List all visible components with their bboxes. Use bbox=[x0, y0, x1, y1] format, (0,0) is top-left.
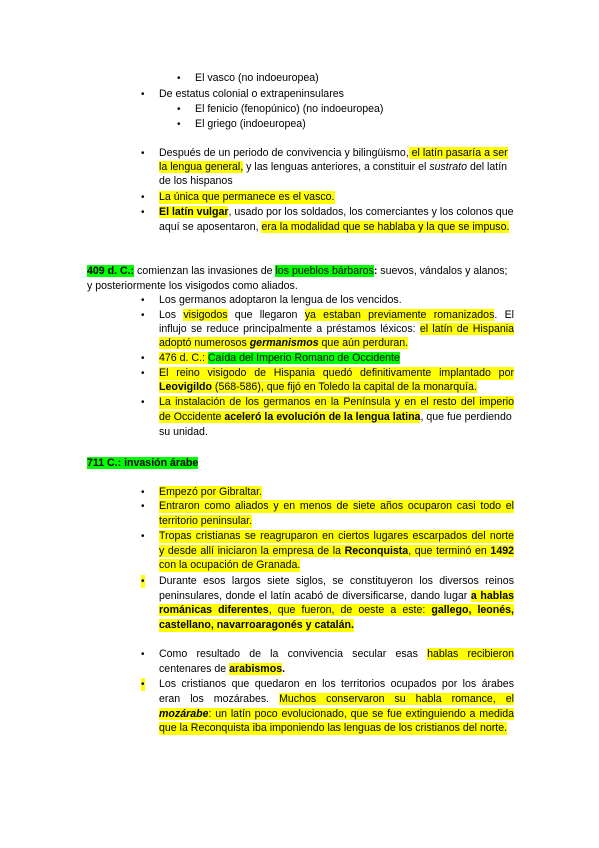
highlight: la lengua general, bbox=[159, 161, 244, 173]
highlight: castellano, navarroaragonés y catalán. bbox=[159, 619, 354, 631]
highlight: territorio peninsular. bbox=[159, 515, 253, 527]
text: Después de un periodo de convivencia y bilingüismo, bbox=[159, 147, 409, 159]
highlight: Entraron como aliados y en menos de siete años ocuparon casi todo el bbox=[159, 500, 514, 512]
date-highlight: 476 d. C. bbox=[159, 352, 202, 364]
bullet: • bbox=[141, 501, 145, 512]
highlight: La instalación de los germanos en la Península y en el resto del imperio bbox=[159, 396, 514, 408]
list-item-text bbox=[159, 337, 408, 350]
text: : bbox=[373, 265, 378, 277]
bullet: • bbox=[141, 368, 145, 379]
highlight-bold-italic: mozárabe bbox=[159, 708, 209, 720]
italic-text: sustrato bbox=[429, 161, 467, 173]
bullet: • bbox=[141, 295, 145, 306]
justified-line bbox=[159, 309, 514, 322]
date-highlight: 409 d. C.: bbox=[87, 265, 135, 277]
list-item-text: El fenicio (fenopúnico) (no indoeuropea) bbox=[195, 103, 384, 115]
highlight: adoptó numerosos bbox=[159, 337, 250, 349]
list-item-text bbox=[159, 500, 514, 513]
highlight: (568-586), que fijó en Toledo la capital de la monarquía. bbox=[211, 381, 477, 393]
highlight: 1492 bbox=[490, 545, 514, 557]
highlight: arabismos bbox=[229, 663, 283, 675]
list-item-text bbox=[159, 396, 514, 409]
list-item-text: El griego (indoeuropea) bbox=[195, 118, 306, 130]
highlight: gallego, leonés, bbox=[431, 604, 514, 616]
bullet: • bbox=[141, 89, 145, 100]
bullet: • bbox=[141, 531, 145, 542]
highlight: Muchos conservaron su habla romance, el bbox=[279, 693, 514, 705]
list-item-text bbox=[159, 648, 514, 661]
highlight: románicas diferentes bbox=[159, 604, 269, 616]
highlight: visigodos bbox=[183, 309, 228, 321]
text: aquí se aposentaron, bbox=[159, 221, 262, 233]
list-item-text bbox=[159, 678, 514, 691]
highlight: los pueblos bárbaros bbox=[275, 265, 374, 277]
heading-text bbox=[87, 457, 198, 470]
text: , usado por los soldados, los comerciantes y los colonos que bbox=[228, 206, 514, 218]
highlight: aceleró la evolución de la lengua latina bbox=[224, 411, 421, 423]
paragraph-text: y posteriormente los visigodos como aliados. bbox=[87, 280, 298, 292]
justified-line bbox=[159, 693, 514, 706]
list-item-text bbox=[159, 161, 507, 174]
justified-line bbox=[159, 323, 514, 336]
highlight-bold-italic: germanismos bbox=[249, 337, 319, 349]
highlight: , que terminó en bbox=[408, 545, 491, 557]
highlight: ya estaban previamente romanizados bbox=[304, 309, 495, 321]
highlight: que la Reconquista iba imponiendo las lenguas de los cristianos del norte. bbox=[159, 722, 508, 734]
highlight: de Occidente bbox=[159, 411, 225, 423]
highlight: que aún perduran. bbox=[318, 337, 409, 349]
justified-line bbox=[159, 604, 514, 617]
bullet: • bbox=[177, 119, 181, 130]
bullet: • bbox=[141, 679, 145, 690]
list-item-text bbox=[159, 206, 513, 219]
bullet: • bbox=[141, 649, 145, 660]
text: eran los mozárabes. bbox=[159, 693, 280, 705]
paragraph-text bbox=[87, 265, 508, 278]
list-item-text bbox=[159, 708, 514, 721]
text: suevos, vándalos y alanos; bbox=[377, 265, 508, 277]
highlight: el latín pasaría a ser bbox=[408, 147, 508, 159]
list-item-text bbox=[159, 352, 400, 365]
text: comienzan las invasiones de bbox=[134, 265, 276, 277]
list-item-text bbox=[159, 693, 514, 706]
list-item-text bbox=[159, 604, 514, 617]
highlight: Tropas cristianas se reagruparon en ciertos lugares escarpados del norte bbox=[159, 530, 514, 542]
list-item-text: su unidad. bbox=[159, 426, 208, 438]
justified-line bbox=[159, 648, 514, 661]
justified-line bbox=[159, 545, 514, 558]
list-item-text bbox=[159, 323, 514, 336]
highlight: el latín de Hispania bbox=[419, 323, 514, 335]
bullet: • bbox=[141, 207, 145, 218]
highlight: El reino visigodo de Hispania quedó definitivamente implantado por bbox=[159, 367, 514, 379]
list-item-text bbox=[159, 663, 285, 676]
list-item-text bbox=[159, 381, 477, 394]
bullet: • bbox=[141, 192, 145, 203]
highlight: : bbox=[202, 352, 208, 364]
highlight: Leovigildo bbox=[159, 381, 212, 393]
list-item-text bbox=[159, 411, 512, 424]
list-item-text: El vasco (no indoeuropea) bbox=[195, 72, 319, 84]
text: peninsulares, donde el latín acabó de diversificarse, dando lugar bbox=[159, 590, 471, 602]
highlight: Reconquista bbox=[344, 545, 409, 557]
text: , que fue perdiendo bbox=[420, 411, 512, 423]
bullet: • bbox=[141, 487, 145, 498]
highlight: con la ocupación de Granada. bbox=[159, 559, 301, 571]
text: Como resultado de la convivencia secular esas bbox=[159, 648, 428, 660]
list-item-text bbox=[159, 530, 514, 543]
highlight: El latín vulgar bbox=[159, 206, 229, 218]
highlight: La única que permanece es el vasco. bbox=[159, 191, 335, 203]
list-item-text bbox=[159, 545, 514, 558]
list-item-text bbox=[159, 367, 514, 380]
text: . El bbox=[494, 309, 515, 321]
text: influjo se reduce principalmente a préstamos léxicos: bbox=[159, 323, 420, 335]
highlight: : un latín poco evolucionado, que se fue extinguiendo a medida bbox=[208, 708, 514, 720]
justified-line bbox=[159, 590, 514, 603]
list-item-text bbox=[159, 309, 514, 322]
highlight: Empezó por Gibraltar. bbox=[159, 486, 263, 498]
text: . bbox=[282, 663, 286, 675]
justified-line bbox=[159, 708, 514, 721]
text: y las lenguas anteriores, a constituir el bbox=[243, 161, 430, 173]
bullet: • bbox=[177, 104, 181, 115]
date-highlight: 711 C.: bbox=[87, 457, 122, 469]
highlight: invasión árabe bbox=[121, 457, 199, 469]
highlight: y desde allí iniciaron la empresa de la bbox=[159, 545, 345, 557]
bullet: • bbox=[141, 353, 145, 364]
list-item-text bbox=[159, 147, 508, 160]
text: Los bbox=[159, 309, 184, 321]
green-highlight: Caída del Imperio Romano de Occidente bbox=[207, 352, 400, 364]
bullet: • bbox=[177, 73, 181, 84]
list-item-text bbox=[159, 590, 514, 603]
justified-line: Los cristianos que quedaron en los territorios ocupados por los árabes bbox=[159, 678, 514, 690]
list-item-text bbox=[159, 575, 514, 588]
bullet: • bbox=[141, 148, 145, 159]
list-item-text bbox=[159, 221, 509, 234]
text: del latín bbox=[467, 161, 508, 173]
highlight: , que fueron, de oeste a este: bbox=[268, 604, 432, 616]
list-item-text: de los hispanos bbox=[159, 175, 233, 187]
highlight: era la modalidad que se hablaba y la que se impuso. bbox=[261, 221, 510, 233]
text: centenares de bbox=[159, 663, 230, 675]
bullet: • bbox=[141, 310, 145, 321]
highlight: hablas recibieron bbox=[427, 648, 514, 660]
highlight: a hablas bbox=[470, 590, 514, 602]
list-item-text: Los germanos adoptaron la lengua de los vencidos. bbox=[159, 294, 402, 306]
bullet: • bbox=[141, 576, 145, 587]
bullet: • bbox=[141, 397, 145, 408]
list-item-text: De estatus colonial o extrapeninsulares bbox=[159, 88, 344, 100]
justified-line: Durante esos largos siete siglos, se constituyeron los diversos reinos bbox=[159, 575, 514, 587]
text: que llegaron bbox=[227, 309, 305, 321]
